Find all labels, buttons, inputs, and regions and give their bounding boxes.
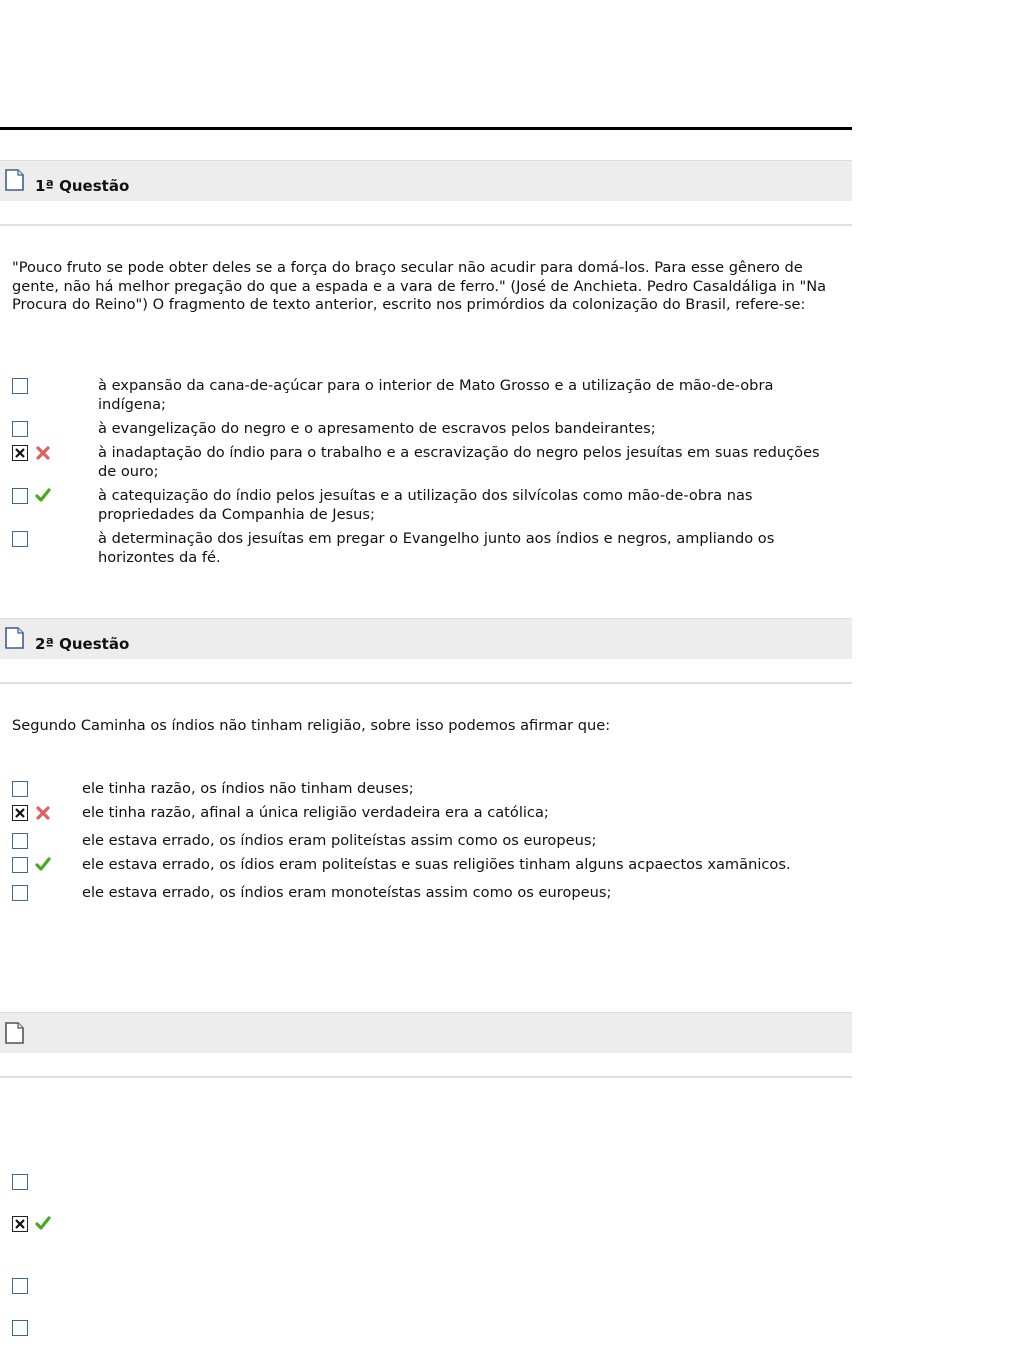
option-text: ele estava errado, os índios eram politeístas assim como os europeus; — [82, 832, 597, 849]
checkbox[interactable] — [12, 531, 28, 547]
option-text: ele tinha razão, afinal a única religião verdadeira era a católica; — [82, 804, 549, 821]
correct-icon — [35, 487, 51, 503]
option-text: ele estava errado, os ídios eram politeístas e suas religiões tinham alguns acpaectos xamãnicos. — [82, 856, 791, 873]
checkbox-checked[interactable] — [12, 805, 28, 821]
question-text: "Pouco fruto se pode obter deles se a força do braço secular não acudir para domá-los. Para esse gênero de gente, não há melhor pregação do que a espada e a vara de ferro." (José de Anchieta. Pedro Casaldáliga in "Na Procura do Reino") O fragmento de texto anterior, escrito nos primórdios da colonização do Brasil, refere-se: — [12, 259, 827, 314]
wrong-icon — [35, 805, 51, 821]
checkbox-checked[interactable] — [12, 445, 28, 461]
checkbox[interactable] — [12, 1174, 28, 1190]
checkbox[interactable] — [12, 885, 28, 901]
option-text: à inadaptação do índio para o trabalho e a escravização do negro pelos jesuítas em suas reduções de ouro; — [98, 444, 820, 480]
correct-icon — [35, 1215, 51, 1231]
checkbox[interactable] — [12, 833, 28, 849]
x-check-icon — [14, 447, 26, 459]
option-text: à evangelização do negro e o apresamento de escravos pelos bandeirantes; — [98, 420, 656, 437]
question-divider — [0, 682, 852, 684]
checkbox[interactable] — [12, 1278, 28, 1294]
document-icon — [5, 1022, 25, 1048]
question-3-header — [0, 1012, 852, 1053]
wrong-icon — [35, 445, 51, 461]
checkbox[interactable] — [12, 857, 28, 873]
checkbox[interactable] — [12, 378, 28, 394]
top-divider — [0, 127, 852, 130]
document-icon — [5, 627, 25, 653]
checkbox[interactable] — [12, 1320, 28, 1336]
checkbox-checked[interactable] — [12, 1216, 28, 1232]
question-divider — [0, 224, 852, 226]
question-title: 1ª Questão — [35, 177, 130, 195]
question-2-header — [0, 618, 852, 659]
x-check-icon — [14, 807, 26, 819]
correct-icon — [35, 856, 51, 872]
question-title: 2ª Questão — [35, 635, 130, 653]
option-text: à catequização do índio pelos jesuítas e a utilização dos silvícolas como mão-de-obra nas propriedades da Companhia de Jesus; — [98, 487, 753, 523]
checkbox[interactable] — [12, 781, 28, 797]
document-icon — [5, 169, 25, 195]
option-text: à determinação dos jesuítas em pregar o Evangelho junto aos índios e negros, ampliando os horizontes da fé. — [98, 530, 775, 566]
checkbox[interactable] — [12, 488, 28, 504]
question-text: Segundo Caminha os índios não tinham religião, sobre isso podemos afirmar que: — [12, 717, 611, 734]
question-divider — [0, 1076, 852, 1078]
x-check-icon — [14, 1218, 26, 1230]
option-text: ele estava errado, os índios eram monoteístas assim como os europeus; — [82, 884, 612, 901]
option-text: ele tinha razão, os índios não tinham deuses; — [82, 780, 414, 797]
question-1-header — [0, 160, 852, 201]
checkbox[interactable] — [12, 421, 28, 437]
option-text: à expansão da cana-de-açúcar para o interior de Mato Grosso e a utilização de mão-de-obra indígena; — [98, 377, 774, 413]
